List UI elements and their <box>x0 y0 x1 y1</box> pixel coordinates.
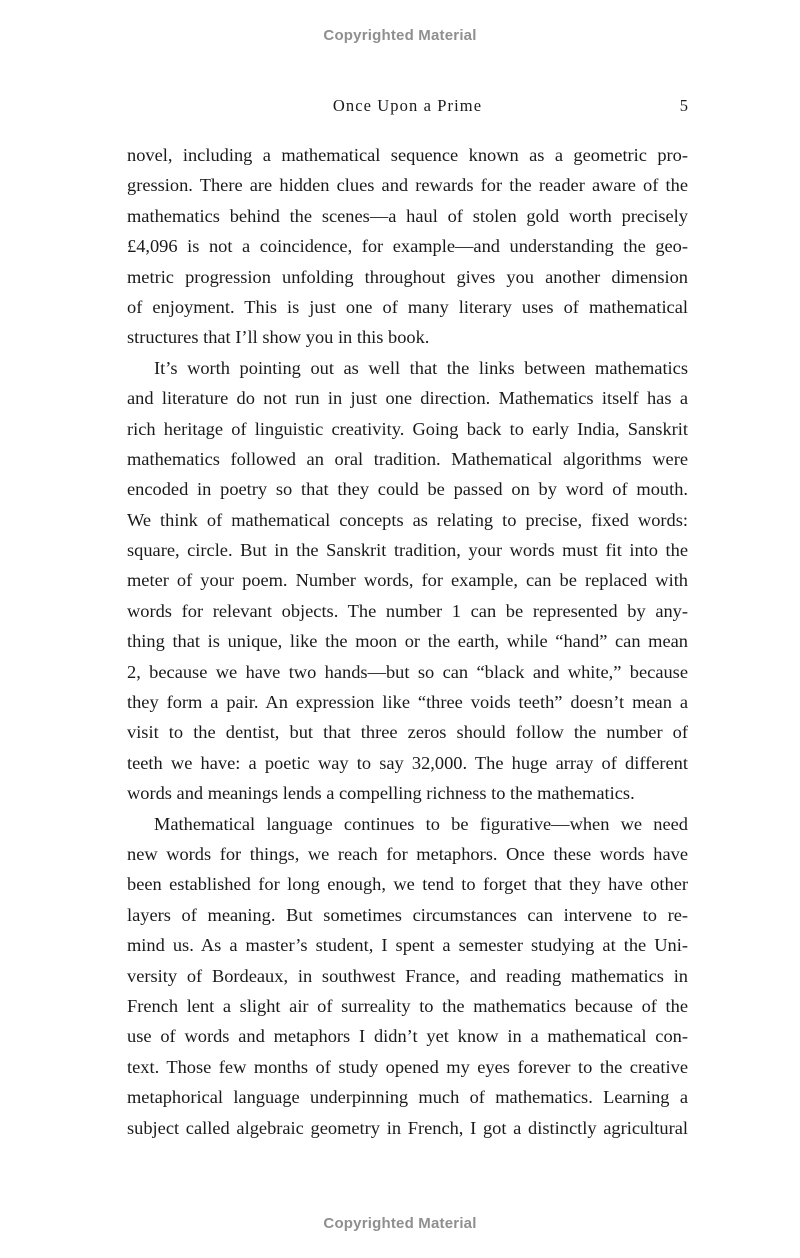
copyright-watermark-top: Copyrighted Material <box>323 27 477 44</box>
text-line: It’s worth pointing out as well that the links between mathematics <box>154 357 688 378</box>
text-line: text. Those few months of study opened my eyes forever to the creative <box>127 1056 688 1077</box>
text-line: meter of your poem. Number words, for example, can be replaced with <box>127 570 688 591</box>
text-line: and literature do not run in just one direction. Mathematics itself has a <box>127 388 688 409</box>
paragraph <box>127 353 688 809</box>
text-line: words and meanings lends a compelling richness to the mathematics. <box>127 783 635 804</box>
text-line: visit to the dentist, but that three zeros should follow the number of <box>127 722 688 743</box>
text-line: metaphorical language underpinning much of mathematics. Learning a <box>127 1087 688 1108</box>
paragraph <box>127 140 688 353</box>
text-line: teeth we have: a poetic way to say 32,000. The huge array of different <box>127 752 688 773</box>
text-line: Mathematical language continues to be figurative—when we need <box>154 813 688 834</box>
text-line: been established for long enough, we tend to forget that they have other <box>127 874 688 895</box>
text-line: novel, including a mathematical sequence known as a geometric pro- <box>127 145 688 165</box>
text-line: structures that I’ll show you in this book. <box>127 327 430 348</box>
text-line: encoded in poetry so that they could be passed on by word of mouth. <box>127 479 688 500</box>
text-line: square, circle. But in the Sanskrit tradition, your words must fit into the <box>127 540 688 561</box>
text-line: layers of meaning. But sometimes circumstances can intervene to re- <box>127 904 688 925</box>
page-number: 5 <box>679 96 688 115</box>
text-line: gression. There are hidden clues and rewards for the reader aware of the <box>127 175 688 196</box>
running-title: Once Upon a Prime <box>332 96 483 115</box>
text-line: £4,096 is not a coincidence, for example—and understanding the geo- <box>127 236 688 257</box>
text-line: metric progression unfolding throughout gives you another dimension <box>127 266 688 287</box>
text-line: French lent a slight air of surreality to the mathematics because of the <box>127 995 688 1016</box>
text-line: use of words and metaphors I didn’t yet know in a mathematical con- <box>127 1026 688 1047</box>
paragraph <box>127 809 688 1143</box>
text-line: they form a pair. An expression like “three voids teeth” doesn’t mean a <box>127 692 688 713</box>
text-line: subject called algebraic geometry in French, I got a distinctly agricultural <box>127 1117 688 1138</box>
text-line: mind us. As a master’s student, I spent a semester studying at the Uni- <box>127 935 688 956</box>
copyright-watermark-bottom: Copyrighted Material <box>323 1215 477 1232</box>
text-line: thing that is unique, like the moon or the earth, while “hand” can mean <box>127 631 688 652</box>
text-line: of enjoyment. This is just one of many literary uses of mathematical <box>127 296 688 317</box>
text-line: 2, because we have two hands—but so can “black and white,” because <box>127 661 688 682</box>
text-line: mathematics behind the scenes—a haul of stolen gold worth precisely <box>127 205 688 226</box>
text-line: versity of Bordeaux, in southwest France, and reading mathematics in <box>127 965 688 986</box>
text-line: We think of mathematical concepts as relating to precise, fixed words: <box>127 509 688 530</box>
text-line: mathematics followed an oral tradition. Mathematical algorithms were <box>127 448 688 469</box>
text-line: rich heritage of linguistic creativity. Going back to early India, Sanskrit <box>127 418 688 439</box>
running-header <box>127 96 688 118</box>
text-line: new words for things, we reach for metaphors. Once these words have <box>127 843 688 864</box>
text-line: words for relevant objects. The number 1 can be represented by any- <box>127 600 688 621</box>
body-text <box>127 140 688 1143</box>
